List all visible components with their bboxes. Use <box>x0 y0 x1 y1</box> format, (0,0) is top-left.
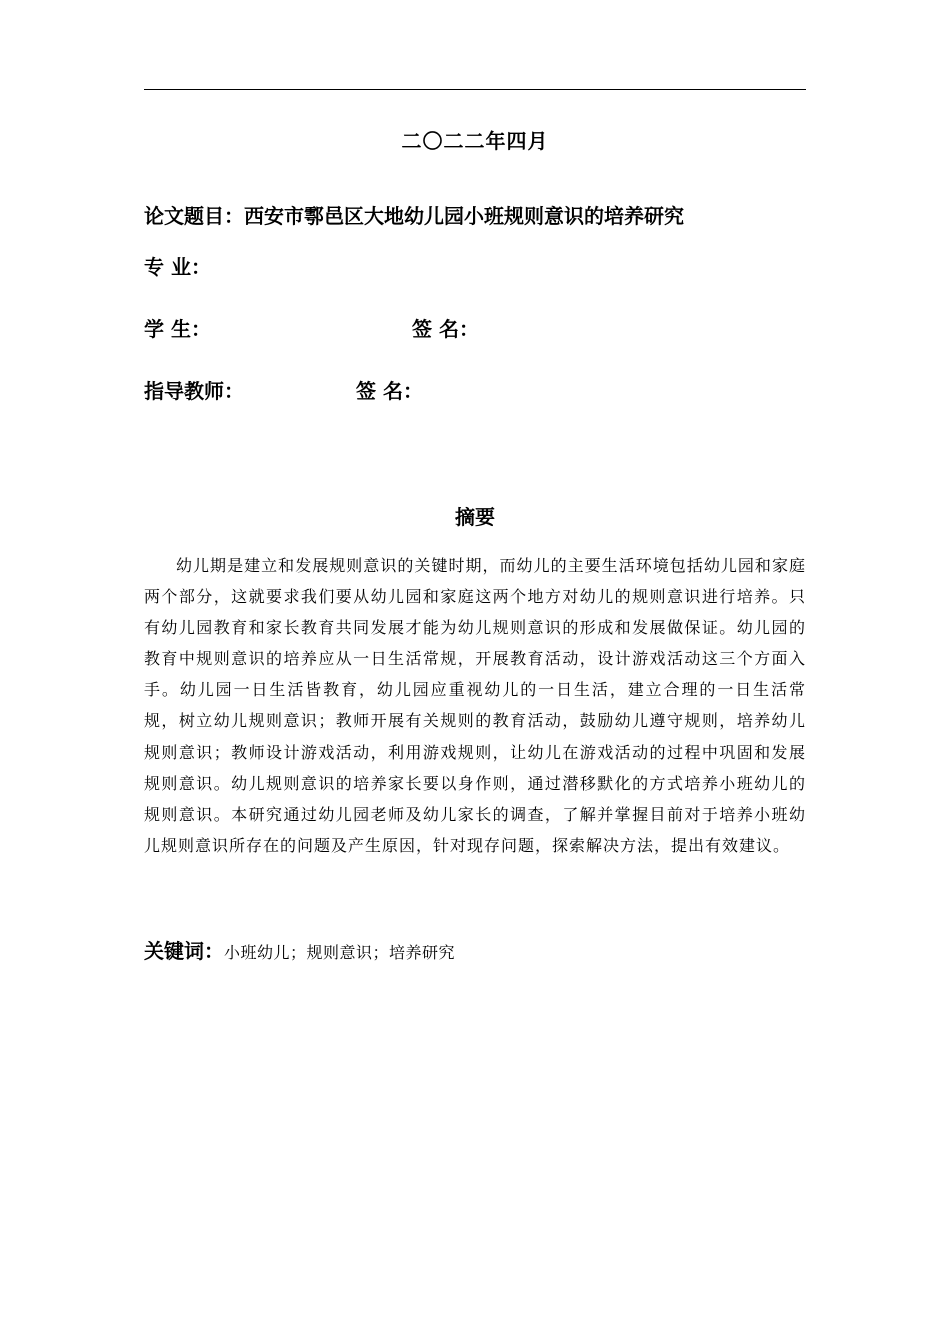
student-signature-field: 签 名： <box>412 317 479 341</box>
advisor-field: 指导教师： <box>144 379 244 403</box>
abstract-body: 幼儿期是建立和发展规则意识的关键时期，而幼儿的主要生活环境包括幼儿园和家庭两个部分，这就要求我们要从幼儿园和家庭这两个地方对幼儿的规则意识进行培养。只有幼儿园教育和家长教育共同发展才能为幼儿规则意识的形成和发展做保证。幼儿园的教育中规则意识的培养应从一日生活常规，开展教育活动，设计游戏活动这三个方面入手。幼儿园一日生活皆教育，幼儿园应重视幼儿的一日生活，建立合理的一日生活常规，树立幼儿规则意识；教师开展有关规则的教育活动，鼓励幼儿遵守规则，培养幼儿规则意识；教师设计游戏活动，利用游戏规则，让幼儿在游戏活动的过程中巩固和发展规则意识。幼儿规则意识的培养家长要以身作则，通过潜移默化的方式培养小班幼儿的规则意识。本研究通过幼儿园老师及幼儿家长的调查，了解并掌握目前对于培养小班幼儿规则意识所存在的问题及产生原因，针对现存问题，探索解决方法，提出有效建议。 <box>144 556 806 855</box>
thesis-title-field: 论文题目：西安市鄠邑区大地幼儿园小班规则意识的培养研究 <box>144 204 684 228</box>
abstract-heading: 摘要 <box>455 505 495 529</box>
keywords-value: 小班幼儿；规则意识；培养研究 <box>224 943 456 962</box>
student-field: 学 生： <box>144 317 211 341</box>
advisor-signature-field: 签 名： <box>356 379 423 403</box>
major-field: 专 业： <box>144 255 211 279</box>
header-rule <box>144 89 806 90</box>
keywords-label: 关键词： <box>144 939 224 963</box>
submission-date: 二〇二二年四月 <box>401 129 549 153</box>
keywords-line <box>144 936 455 968</box>
